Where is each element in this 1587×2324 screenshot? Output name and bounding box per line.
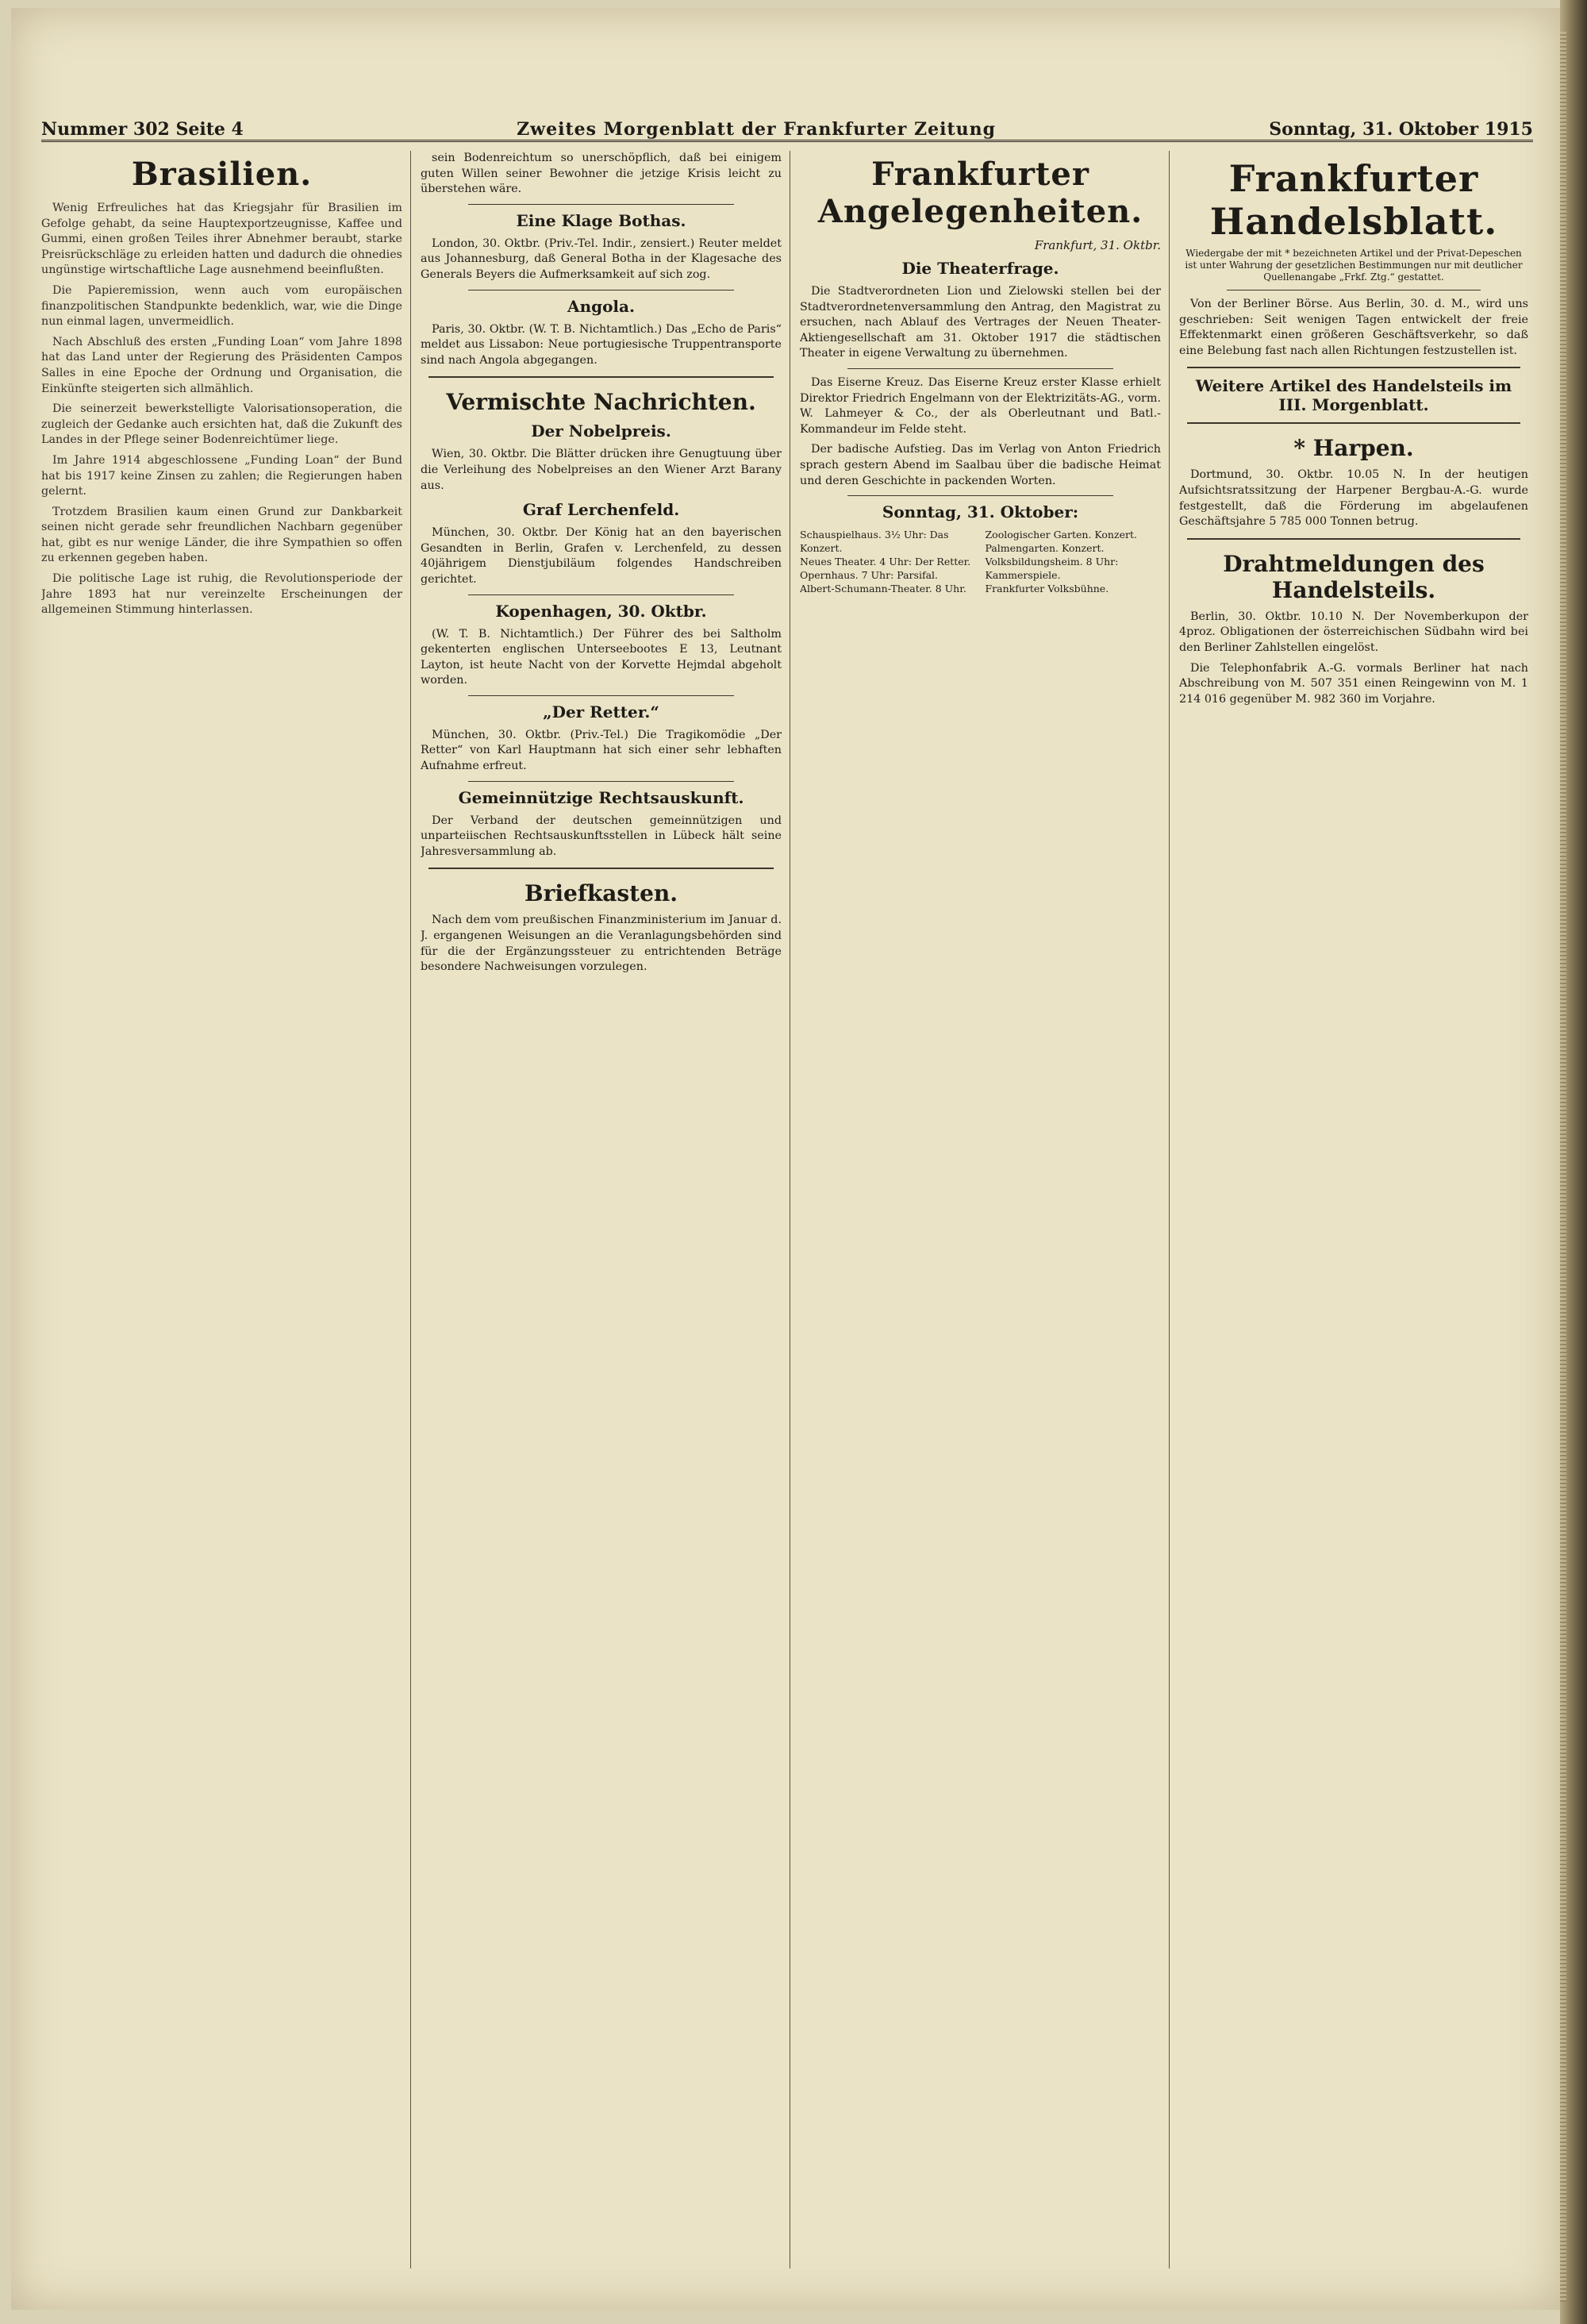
- divider: [468, 781, 734, 782]
- edition-title: Zweites Morgenblatt der Frankfurter Zeitung: [517, 119, 997, 140]
- table-heading: Sonntag, 31. Oktober:: [882, 502, 1079, 522]
- divider: [1187, 367, 1520, 368]
- list-item: Opernhaus. 7 Uhr: Parsifal.: [800, 569, 938, 582]
- paragraph: Der badische Aufstieg. Das im Verlag von Anton Friedrich sprach gestern Abend im Saalbau über die badische Heimat und deren Geschichte in packenden Worten.: [800, 443, 1161, 487]
- list-item: Albert-Schumann-Theater. 8 Uhr.: [800, 583, 966, 595]
- paragraph: Nach dem vom preußischen Finanzministerium im Januar d. J. ergangenen Weisungen an die Veranlagungsbehörden sind für die der Ergänzungssteuer zu entrichtenden Beträge besondere Nachweisungen vorzulegen.: [421, 914, 782, 974]
- column-handelsblatt: [1179, 151, 1528, 2268]
- divider: [847, 495, 1113, 496]
- event-listing: [800, 528, 1161, 595]
- section-heading: „Der Retter.“: [543, 702, 659, 721]
- paragraph: Die Stadtverordneten Lion und Zielowski stellen bei der Stadtverordnetenversammlung den Antrag, den Magistrat zu ersuchen, nach Ablauf des Vertrages der Neuen Theater-Aktiengesellschaft am 31. Oktober 1917 die städtischen Theater in eigene Verwaltung zu übernehmen.: [800, 285, 1161, 360]
- column-news: [421, 151, 790, 2268]
- column-frankfurt: [800, 151, 1170, 2268]
- paragraph: Der Verband der deutschen gemeinnützigen und unparteiischen Rechtsauskunftsstellen in Lübeck hält seine Jahresversammlung ab.: [421, 814, 782, 858]
- list-item: Volksbildungsheim. 8 Uhr: Kammerspiele.: [985, 556, 1119, 582]
- section-title: Frankfurter Handelsblatt.: [1209, 157, 1498, 243]
- paragraph: Im Jahre 1914 abgeschlossene „Funding Loan“ der Bund hat bis 1917 keine Zinsen zu zahlen; die Regierungen haben gelernt.: [41, 453, 402, 498]
- listing-right: [986, 528, 1162, 595]
- paragraph: Das Eiserne Kreuz. Das Eiserne Kreuz erster Klasse erhielt Direktor Friedrich Engelmann von der Elektrizitäts-AG., vorm. W. Lahmeyer & Co., der als Oberleutnant und Batl.-Kommandeur im Felde steht.: [800, 375, 1161, 436]
- divider: [1187, 538, 1520, 540]
- paragraph: London, 30. Oktbr. (Priv.-Tel. Indir., zensiert.) Reuter meldet aus Johannesburg, daß General Botha in der Klagesache des Generals Beyers die Aufmerksamkeit auf sich zog.: [421, 237, 782, 281]
- section-heading: Angola.: [567, 296, 635, 316]
- divider: [468, 204, 734, 205]
- list-item: Zoologischer Garten. Konzert.: [985, 529, 1137, 541]
- divider: [468, 594, 734, 595]
- paragraph: Trotzdem Brasilien kaum einen Grund zur Dankbarkeit seinen nicht gerade sehr freundlichen Nachbarn gegenüber hat, gibt es nur wenige Länder, die ihre Sympathien so offen zu erkennen gegeben haben.: [41, 505, 402, 565]
- article-title: Brasilien.: [131, 156, 313, 193]
- paragraph: sein Bodenreichtum so unerschöpflich, daß bei einigem guten Willen seiner Bewohner die jetzige Krisis leicht zu überstehen wäre.: [421, 152, 782, 196]
- paragraph: Die Papieremission, wenn auch vom europäischen finanzpolitischen Standpunkte bedenklich, war, wie die Dinge nun einmal lagen, unvermeidlich.: [41, 283, 402, 329]
- paragraph: Dortmund, 30. Oktbr. 10.05 N. In der heutigen Aufsichtsratssitzung der Harpener Bergbau-A.-G. wurde festgestellt, daß die Förderung im abgelaufenen Geschäftsjahre 5 785 000 Tonnen betrug.: [1179, 468, 1528, 529]
- list-item: Frankfurter Volksbühne.: [985, 583, 1109, 595]
- paragraph: Die seinerzeit bewerkstelligte Valorisationsoperation, die zugleich der Gedanke auch ersichten hat, daß die Zukunft des Landes in der Pflege seiner Bodenreichtümer liege.: [41, 402, 402, 447]
- list-item: Schauspielhaus. 3½ Uhr: Das Konzert.: [800, 529, 949, 555]
- divider: [468, 695, 734, 696]
- section-title: Briefkasten.: [524, 880, 678, 907]
- section-title: Vermischte Nachrichten.: [446, 389, 756, 416]
- paragraph: Berlin, 30. Oktbr. 10.10 N. Der Novemberkupon der 4proz. Obligationen der österreichischen Südbahn wird bei den Berliner Zahlstellen eingelöst.: [1179, 610, 1528, 654]
- section-heading: Gemeinnützige Rechtsauskunft.: [458, 787, 744, 807]
- paragraph: München, 30. Oktbr. (Priv.-Tel.) Die Tragikomödie „Der Retter“ von Karl Hauptmann hat sich einer sehr lebhaften Aufnahme erfreut.: [421, 728, 782, 773]
- listing-left: [800, 528, 976, 595]
- divider: [847, 368, 1113, 369]
- paragraph: Nach Abschluß des ersten „Funding Loan“ vom Jahre 1898 hat das Land unter der Regierung des Präsidenten Campos Salles in eine Epoche der Ordnung und Organisation, die Einkünfte steigerten sich allmählich.: [41, 335, 402, 395]
- paragraph: München, 30. Oktbr. Der König hat an den bayerischen Gesandten in Berlin, Grafen v. Lerchenfeld, zu dessen 40jährigem Dienstjubiläum folgendes Handschreiben gerichtet.: [421, 526, 782, 586]
- paragraph: Wien, 30. Oktbr. Die Blätter drücken ihre Genugtuung über die Verleihung des Nobelpreises an den Wiener Arzt Barany aus.: [421, 448, 782, 492]
- issue-number: Nummer 302 Seite 4: [41, 119, 244, 140]
- divider: [428, 868, 774, 869]
- paragraph: Paris, 30. Oktbr. (W. T. B. Nichtamtlich.) Das „Echo de Paris“ meldet aus Lissabon: Neue portugiesische Truppentransporte sind nach Angola abgegangen.: [421, 322, 782, 367]
- section-heading: Eine Klage Bothas.: [516, 210, 686, 230]
- section-heading: Die Theaterfrage.: [901, 259, 1059, 278]
- paragraph: Die Telephonfabrik A.-G. vormals Berliner hat nach Abschreibung von M. 507 351 einen Reingewinn von M. 1 214 016 gegenüber M. 982 360 im Vorjahre.: [1179, 661, 1528, 706]
- page-header: [41, 111, 1533, 142]
- section-heading: Kopenhagen, 30. Oktbr.: [495, 601, 707, 621]
- issue-date: Sonntag, 31. Oktober 1915: [1269, 119, 1533, 140]
- list-item: Neues Theater. 4 Uhr: Der Retter.: [800, 556, 971, 568]
- dateline: Frankfurt, 31. Oktbr.: [1034, 238, 1161, 252]
- section-heading: Der Nobelpreis.: [531, 421, 671, 441]
- section-heading: * Harpen.: [1293, 435, 1414, 462]
- paragraph: Wenig Erfreuliches hat das Kriegsjahr für Brasilien im Gefolge gehabt, da seine Hauptexportzeugnisse, Kaffee und Gummi, einen großen Teiles ihrer Abnehmer beraubt, starke Preisrückschläge zu erleiden hatten und dadurch die ohnedies ungünstige wirtschaftliche Lage ausnehmend beeinflußten.: [41, 202, 402, 277]
- reprint-notice: Wiedergabe der mit * bezeichneten Artikel und der Privat-Depeschen ist unter Wahrung der gesetzlichen Bestimmungen nur mit deutlicher Quellenangabe „Frkf. Ztg.“ gestattet.: [1185, 248, 1523, 283]
- column-brasilien: [41, 151, 411, 2268]
- divider: [1187, 422, 1520, 424]
- paragraph: Die politische Lage ist ruhig, die Revolutionsperiode der Jahre 1893 hat nur vereinzelte Erscheinungen der allgemeinen Stimmung hinterlassen.: [41, 572, 402, 617]
- article-body: [41, 201, 402, 618]
- section-title: Drahtmeldungen des Handelsteils.: [1223, 550, 1485, 603]
- section-heading: Weitere Artikel des Handelsteils im III. Morgenblatt.: [1195, 376, 1512, 415]
- page-edge-texture: [1560, 32, 1566, 2302]
- paragraph: (W. T. B. Nichtamtlich.) Der Führer des bei Saltholm gekenterten englischen Unterseebootes E 13, Leutnant Layton, ist heute Nacht von der Korvette Hejmdal abgeholt worden.: [421, 627, 782, 687]
- section-heading: Graf Lerchenfeld.: [522, 500, 680, 520]
- list-item: Palmengarten. Konzert.: [985, 542, 1105, 555]
- paragraph: Von der Berliner Börse. Aus Berlin, 30. d. M., wird uns geschrieben: Seit wenigen Tagen entwickelt der freie Effektenmarkt einen größeren Geschäftsverkehr, so daß eine Belebung fast nach allen Richtungen festzustellen ist.: [1179, 298, 1528, 357]
- divider: [428, 376, 774, 378]
- section-title: Frankfurter Angelegenheiten.: [817, 156, 1143, 230]
